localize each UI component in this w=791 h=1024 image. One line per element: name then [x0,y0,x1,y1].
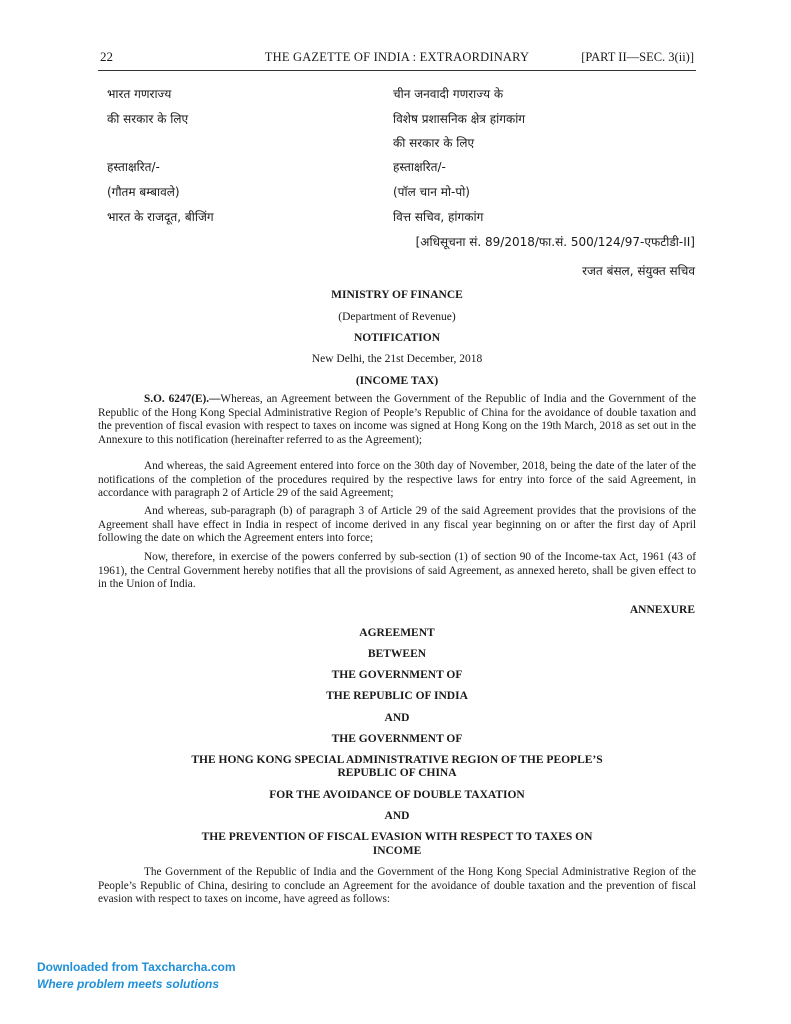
ministry-heading: MINISTRY OF FINANCE [331,289,463,301]
signature-left-line: भारत के राजदूत, बीजिंग [107,210,214,224]
agreement-title-line: AGREEMENT [359,627,435,639]
agreement-title-line: THE GOVERNMENT OF [331,669,463,681]
signature-left-line: की सरकार के लिए [107,112,189,126]
signature-right-line: वित्त सचिव, हांगकांग [393,210,484,224]
notification-reference: [अधिसूचना सं. 89/2018/फा.सं. 500/124/97-एफटीडी-II] [415,235,695,249]
so-number: S.O. 6247(E).— [144,393,221,405]
paragraph: Now, therefore, in exercise of the powers conferred by sub-section (1) of section 90 of the Income-tax Act, 1961 (43 of 1961), the Central Government hereby notifies that all the provisions of said Agreement, as annexed hereto, shall be given effect to in the Union of India. [98,551,696,591]
signature-right-line: (पॉल चान मो-पो) [393,185,470,199]
agreement-title-line: AND [384,810,410,822]
part-section: [PART II—SEC. 3(ii)] [581,50,694,64]
agreement-title-line: FOR THE AVOIDANCE OF DOUBLE TAXATION [269,789,525,801]
agreement-title-line: AND [384,712,410,724]
signature-right-line: हस्ताक्षरित/- [393,160,446,174]
signature-right-line: विशेष प्रशासनिक क्षेत्र हांगकांग [393,112,526,126]
agreement-title-line: REPUBLIC OF CHINA [337,767,457,779]
signature-left-line: हस्ताक्षरित/- [107,160,160,174]
signature-left-line: भारत गणराज्य [107,87,172,101]
paragraph-text: Whereas, an Agreement between the Government of the Republic of India and the Government of the Republic of the Hong Kong Special Administrative Region of People’s Republic of China for the avoidance of double taxation and the prevention of fiscal evasion with respect to taxes on income was signed at Hong Kong on the 19th March, 2018 as set out in the Annexure to this notification (hereinafter referred to as the Agreement); [98,393,696,447]
agreement-title-line: THE HONG KONG SPECIAL ADMINISTRATIVE REGION OF THE PEOPLE’S [191,754,603,766]
agreement-title-line: INCOME [372,845,422,857]
watermark-line: Downloaded from Taxcharcha.com [37,960,236,974]
annexure-label: ANNEXURE [629,604,695,616]
paragraph: And whereas, sub-paragraph (b) of paragraph 3 of Article 29 of the said Agreement provides that the provisions of the Agreement shall have effect in India in respect of income derived in any fiscal year beginning on or after the first day of April following the date on which the Agreement enters into force; [98,505,696,545]
signature-right-line: की सरकार के लिए [393,136,475,150]
agreement-title-line: THE REPUBLIC OF INDIA [326,690,468,702]
dateline: New Delhi, the 21st December, 2018 [311,353,483,365]
signatory: रजत बंसल, संयुक्त सचिव [582,264,695,278]
signature-left-line: (गौतम बम्बावले) [107,185,180,199]
signature-right-line: चीन जनवादी गणराज्य के [393,87,504,101]
page-number: 22 [100,49,113,64]
paragraph [98,393,696,448]
subject-heading: (INCOME TAX) [355,375,439,387]
agreement-title-line: BETWEEN [367,648,427,660]
gazette-header [98,48,696,71]
preamble-paragraph: The Government of the Republic of India and the Government of the Hong Kong Special Administrative Region of the People’s Republic of China, desiring to conclude an Agreement for the avoidance of double taxation and the prevention of fiscal evasion with respect to taxes on income, have agreed as follows: [98,866,696,906]
agreement-title-line: THE GOVERNMENT OF [331,733,463,745]
notification-heading: NOTIFICATION [353,332,441,344]
department-heading: (Department of Revenue) [338,311,456,323]
watermark [37,959,236,993]
gazette-title: THE GAZETTE OF INDIA : EXTRAORDINARY [264,50,530,64]
paragraph: And whereas, the said Agreement entered into force on the 30th day of November, 2018, being the date of the later of the notifications of the completion of the procedures required by the respective laws for entry into force of the said Agreement, in accordance with paragraph 2 of Article 29 of the said Agreement; [98,460,696,500]
agreement-title-line: THE PREVENTION OF FISCAL EVASION WITH RESPECT TO TAXES ON [201,831,593,843]
watermark-tagline: Where problem meets solutions [37,977,220,991]
